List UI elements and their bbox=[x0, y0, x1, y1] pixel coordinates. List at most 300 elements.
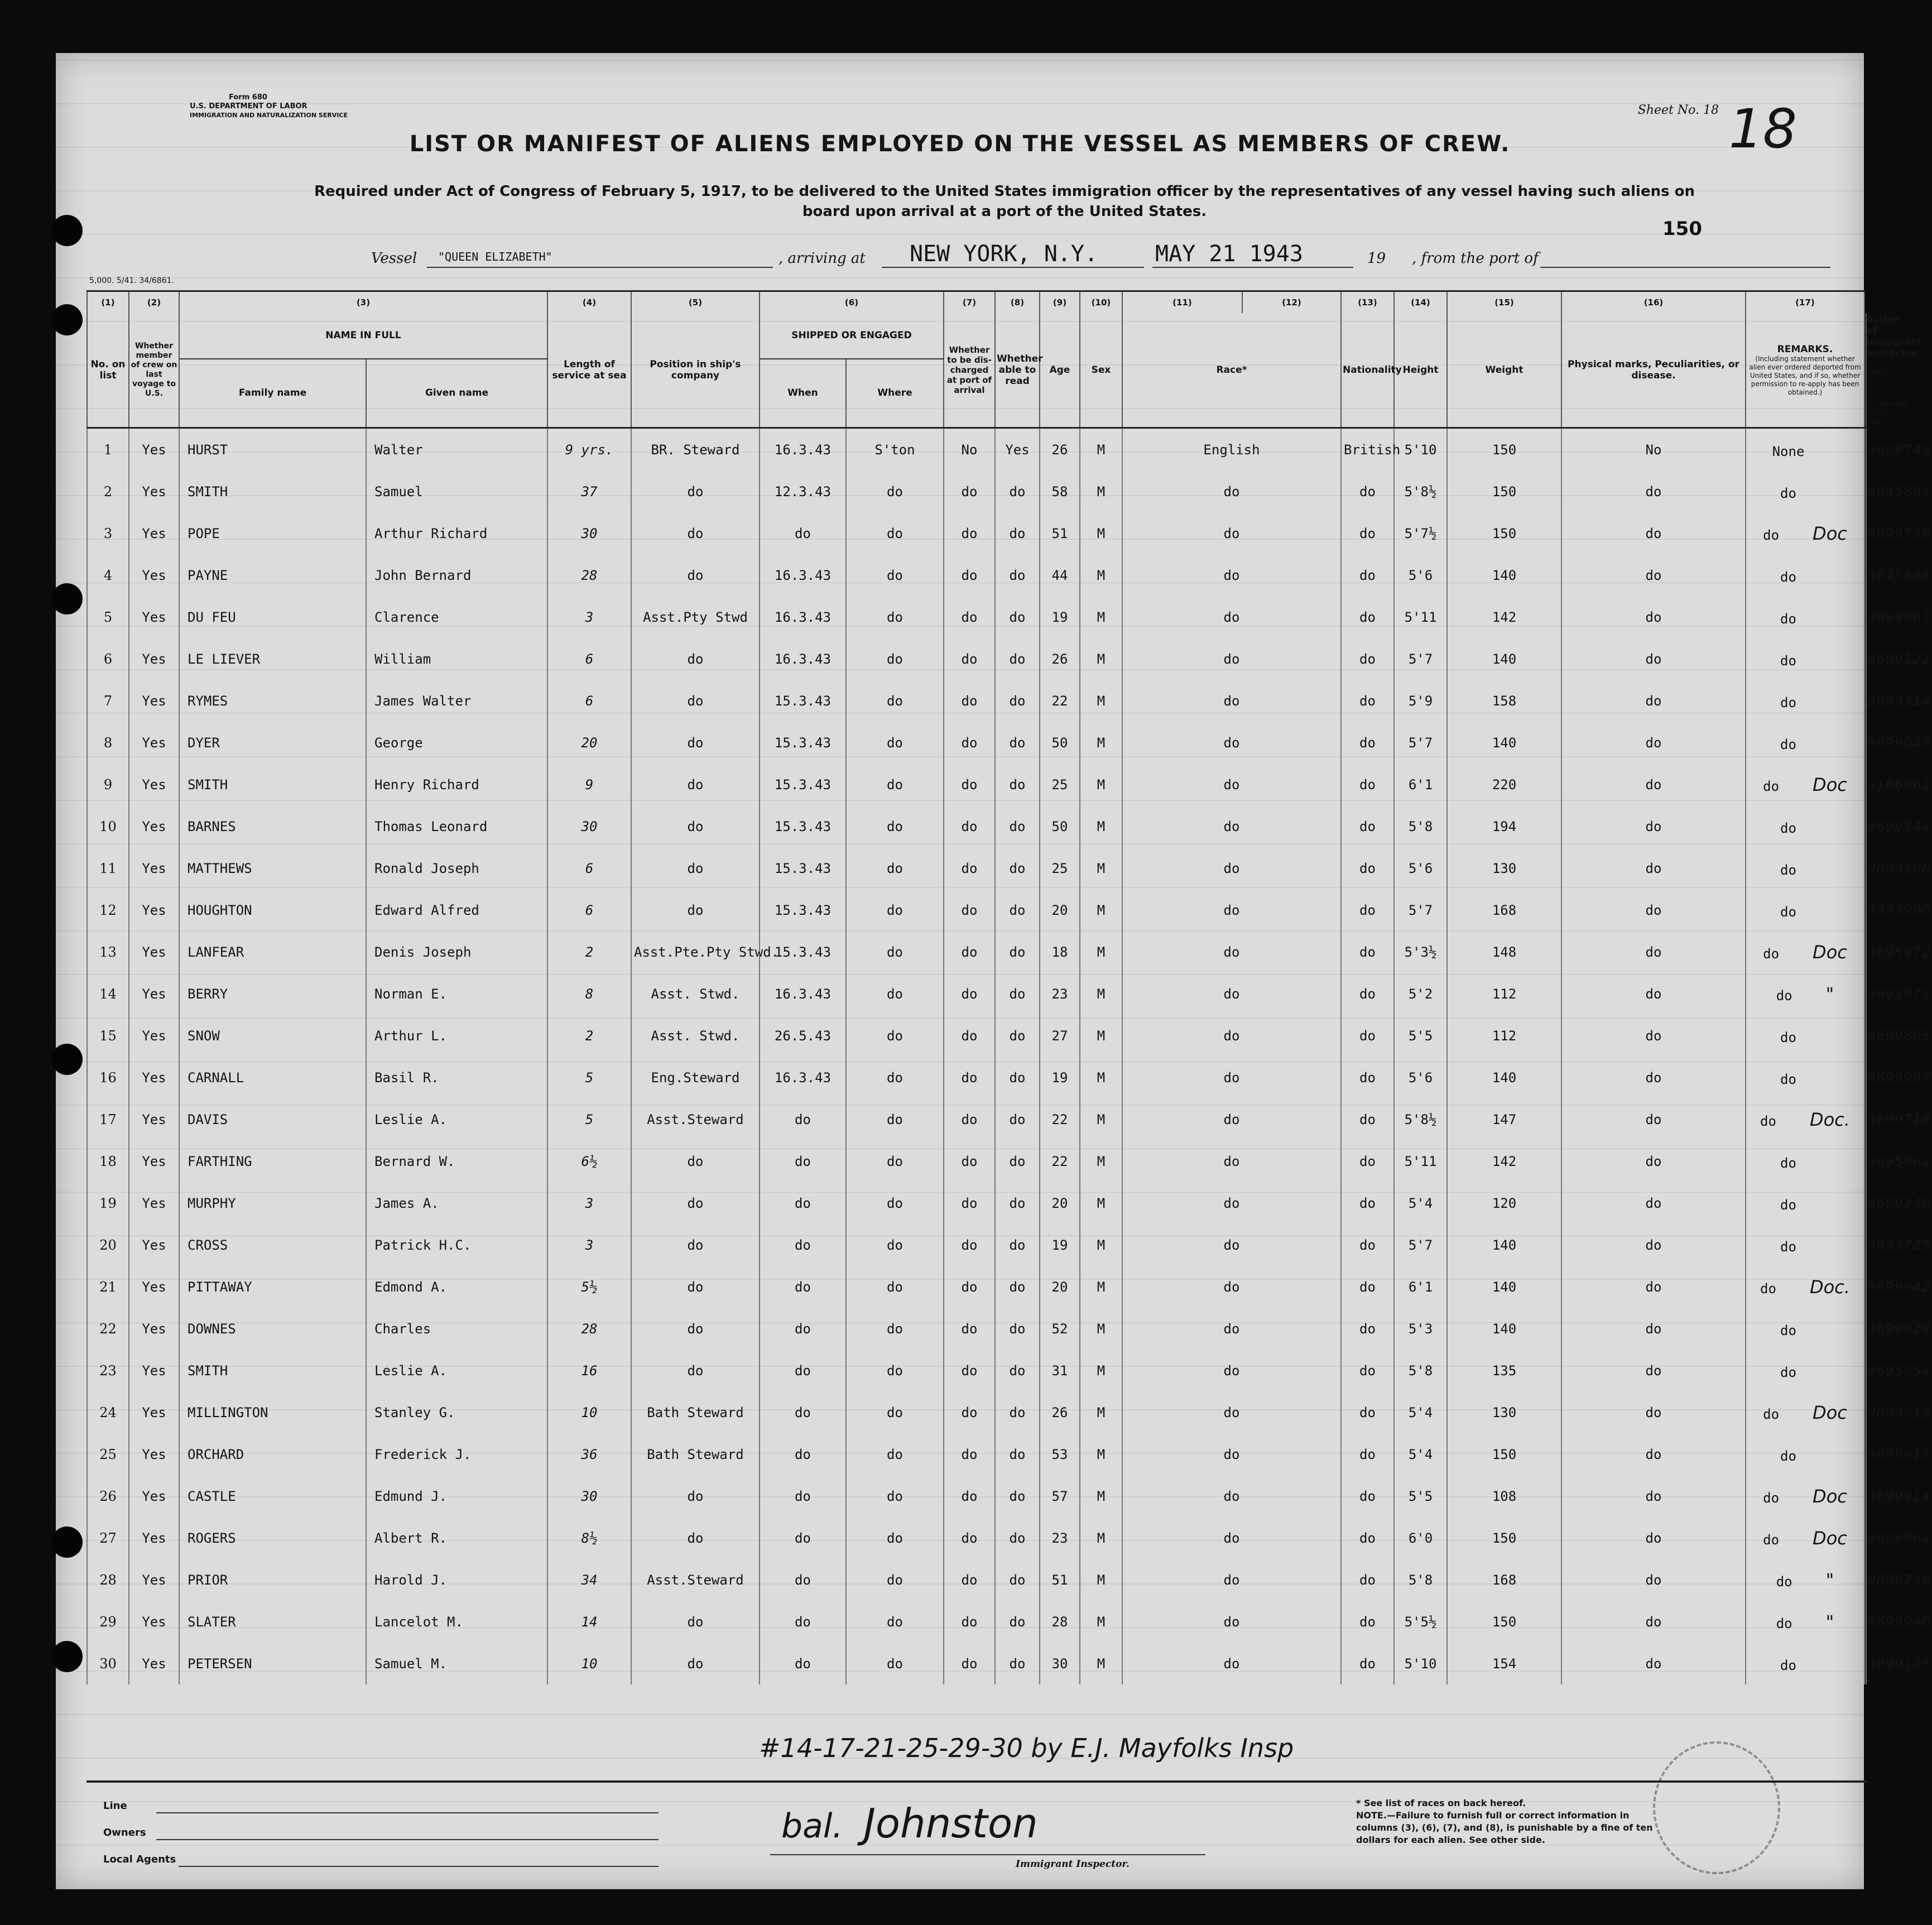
cell-race: do bbox=[1122, 596, 1341, 638]
cell-sex: M bbox=[1080, 638, 1122, 680]
cell-family-name: ROGERS bbox=[179, 1517, 366, 1559]
cell-position: do bbox=[631, 1266, 760, 1308]
cell-shipped-where: do bbox=[846, 1559, 944, 1601]
remarks-text: do bbox=[1780, 485, 1796, 501]
cell-physical-marks: do bbox=[1561, 1517, 1746, 1559]
cell-length-service: 28 bbox=[547, 1308, 631, 1350]
cell-sex: M bbox=[1080, 1559, 1122, 1601]
doc-annotation: Doc bbox=[1813, 522, 1847, 544]
cell-able-to-read: do bbox=[995, 931, 1040, 973]
cell-age: 51 bbox=[1040, 1559, 1080, 1601]
cell-shipped-where: do bbox=[846, 1182, 944, 1224]
cell-discharged: do bbox=[944, 1266, 995, 1308]
cell-race: do bbox=[1122, 1266, 1341, 1308]
col-number: (9) bbox=[1040, 291, 1080, 314]
cell-member: Yes bbox=[129, 1559, 179, 1601]
col-discharged: Whether to be dis-charged at port of arrival bbox=[944, 313, 995, 428]
binder-hole bbox=[51, 215, 83, 246]
cell-family-name: HURST bbox=[179, 428, 366, 471]
cell-length-service: 8½ bbox=[547, 1517, 631, 1559]
cell-sex: M bbox=[1080, 596, 1122, 638]
col-number: (10) bbox=[1080, 291, 1122, 314]
cell-physical-marks: do bbox=[1561, 722, 1746, 764]
cell-given-name: George bbox=[366, 722, 547, 764]
cell-given-name: William bbox=[366, 638, 547, 680]
cell-weight: 150 bbox=[1447, 471, 1561, 512]
cell-shipped-where: do bbox=[846, 722, 944, 764]
cell-nationality: do bbox=[1341, 805, 1394, 847]
cell-nationality: do bbox=[1341, 1601, 1394, 1643]
local-agents-label: Local Agents bbox=[103, 1854, 176, 1865]
cell-length-service: 3 bbox=[547, 1182, 631, 1224]
cell-given-name: Albert R. bbox=[366, 1517, 547, 1559]
cell-remarks bbox=[1746, 764, 1864, 805]
races-note: * See list of races on back hereof. bbox=[1356, 1798, 1526, 1808]
cell-race: do bbox=[1122, 931, 1341, 973]
cell-shipped-where: do bbox=[846, 1140, 944, 1182]
binder-hole bbox=[51, 583, 83, 615]
cell-able-to-read: do bbox=[995, 722, 1040, 764]
cell-age: 26 bbox=[1040, 428, 1080, 471]
footer-notes bbox=[1356, 1797, 1669, 1846]
cell-weight: 150 bbox=[1447, 1517, 1561, 1559]
cell-physical-marks: do bbox=[1561, 847, 1746, 889]
cell-weight: 150 bbox=[1447, 428, 1561, 471]
sheet-number-handwritten: 18 bbox=[1728, 98, 1797, 160]
cell-age: 23 bbox=[1040, 973, 1080, 1015]
table-row bbox=[87, 554, 1866, 596]
cell-line-number: 21 bbox=[87, 1266, 129, 1308]
cell-discharged: do bbox=[944, 1308, 995, 1350]
cell-line-number: 12 bbox=[87, 889, 129, 931]
sheet-no-text: Sheet No. bbox=[1637, 103, 1699, 117]
cell-length-service: 36 bbox=[547, 1433, 631, 1475]
cell-able-to-read: do bbox=[995, 1015, 1040, 1057]
cell-position: do bbox=[631, 889, 760, 931]
remarks-text: do bbox=[1780, 1238, 1796, 1255]
remarks-text: do bbox=[1760, 1280, 1776, 1297]
cell-given-name: Edmond A. bbox=[366, 1266, 547, 1308]
cell-discharged: do bbox=[944, 1182, 995, 1224]
cell-shipped-when: 12.3.43 bbox=[760, 471, 846, 512]
cell-race: do bbox=[1122, 1224, 1341, 1266]
cell-shipped-where: do bbox=[846, 931, 944, 973]
cell-weight: 150 bbox=[1447, 1601, 1561, 1643]
cell-member: Yes bbox=[129, 847, 179, 889]
cell-position: do bbox=[631, 764, 760, 805]
cell-physical-marks: do bbox=[1561, 805, 1746, 847]
cell-nationality: do bbox=[1341, 1182, 1394, 1224]
owners-rule bbox=[156, 1838, 659, 1840]
cell-height: 5'6 bbox=[1394, 1057, 1447, 1098]
cell-member: Yes bbox=[129, 722, 179, 764]
cell-shipped-where: do bbox=[846, 973, 944, 1015]
cell-family-name: PAYNE bbox=[179, 554, 366, 596]
cell-physical-marks: do bbox=[1561, 1224, 1746, 1266]
cell-shipped-when: 15.3.43 bbox=[760, 722, 846, 764]
official-seal-stamp bbox=[1653, 1741, 1780, 1874]
col-race: Race* bbox=[1122, 313, 1341, 428]
cell-position: Bath Steward bbox=[631, 1391, 760, 1433]
cell-remarks bbox=[1746, 680, 1864, 722]
cell-weight: 140 bbox=[1447, 1308, 1561, 1350]
remarks-text: do bbox=[1780, 694, 1796, 711]
cell-able-to-read: do bbox=[995, 1559, 1040, 1601]
cell-shipped-where: do bbox=[846, 764, 944, 805]
cell-position: do bbox=[631, 638, 760, 680]
cell-position: Asst. Stwd. bbox=[631, 1015, 760, 1057]
col-able-to-read: Whether able to read bbox=[995, 313, 1040, 428]
cell-age: 23 bbox=[1040, 1517, 1080, 1559]
cell-position: do bbox=[631, 805, 760, 847]
cell-given-name: Leslie A. bbox=[366, 1098, 547, 1140]
table-row bbox=[87, 1475, 1866, 1517]
cell-nationality: do bbox=[1341, 638, 1394, 680]
cell-nationality: do bbox=[1341, 1140, 1394, 1182]
cell-height: 5'5 bbox=[1394, 1015, 1447, 1057]
cell-able-to-read: do bbox=[995, 1475, 1040, 1517]
remarks-text: do bbox=[1780, 1197, 1796, 1213]
col-name-in-full: NAME IN FULL bbox=[179, 313, 547, 359]
cell-length-service: 6 bbox=[547, 680, 631, 722]
cell-inspector-action: 9653725 bbox=[1864, 1224, 1866, 1266]
inspector-caption: Immigrant Inspector. bbox=[1016, 1859, 1130, 1870]
cell-inspector-action: 9699964 bbox=[1864, 1517, 1866, 1559]
cell-inspector-action: 9699914 bbox=[1864, 1475, 1866, 1517]
cell-inspector-action: 9699928 bbox=[1864, 1308, 1866, 1350]
remarks-note: (Including statement whether alien ever ordered deported from United States, and if so, whether permission to re-apply has been obtained.) bbox=[1749, 354, 1861, 396]
cell-able-to-read: do bbox=[995, 1391, 1040, 1433]
cell-height: 5'3 bbox=[1394, 1308, 1447, 1350]
cell-shipped-when: 15.3.43 bbox=[760, 805, 846, 847]
cell-nationality: do bbox=[1341, 973, 1394, 1015]
cell-member: Yes bbox=[129, 1350, 179, 1391]
owners-label: Owners bbox=[103, 1827, 146, 1838]
cell-remarks bbox=[1746, 1559, 1864, 1601]
col-number: (4) bbox=[547, 291, 631, 314]
cell-inspector-action: 9695972 bbox=[1864, 931, 1866, 973]
col-sex: Sex bbox=[1080, 313, 1122, 428]
cell-position: do bbox=[631, 1350, 760, 1391]
col-length-service: Length of service at sea bbox=[547, 313, 631, 428]
cell-position: do bbox=[631, 1308, 760, 1350]
cell-discharged: do bbox=[944, 1475, 995, 1517]
cell-age: 50 bbox=[1040, 805, 1080, 847]
doc-annotation: " bbox=[1825, 1611, 1834, 1633]
binder-hole bbox=[51, 1641, 83, 1672]
cell-discharged: do bbox=[944, 1015, 995, 1057]
cell-height: 6'1 bbox=[1394, 764, 1447, 805]
cell-height: 5'3½ bbox=[1394, 931, 1447, 973]
col-age: Age bbox=[1040, 313, 1080, 428]
col-number: (13) bbox=[1341, 291, 1394, 314]
col-number: (7) bbox=[944, 291, 995, 314]
cell-nationality: do bbox=[1341, 1308, 1394, 1350]
cell-physical-marks: do bbox=[1561, 1098, 1746, 1140]
cell-age: 51 bbox=[1040, 512, 1080, 554]
cell-nationality: do bbox=[1341, 1224, 1394, 1266]
cell-shipped-when: do bbox=[760, 1433, 846, 1475]
remarks-text: do bbox=[1776, 1615, 1792, 1631]
cell-age: 50 bbox=[1040, 722, 1080, 764]
cell-discharged: do bbox=[944, 471, 995, 512]
cell-physical-marks: do bbox=[1561, 1057, 1746, 1098]
cell-able-to-read: do bbox=[995, 1140, 1040, 1182]
cell-member: Yes bbox=[129, 764, 179, 805]
cell-physical-marks: No bbox=[1561, 428, 1746, 471]
cell-member: Yes bbox=[129, 1224, 179, 1266]
cell-position: do bbox=[631, 1643, 760, 1684]
cell-height: 5'5½ bbox=[1394, 1601, 1447, 1643]
table-row bbox=[87, 805, 1866, 847]
cell-discharged: do bbox=[944, 1559, 995, 1601]
cell-nationality: do bbox=[1341, 680, 1394, 722]
cell-member: Yes bbox=[129, 512, 179, 554]
remarks-text: do bbox=[1780, 1071, 1796, 1087]
cell-physical-marks: do bbox=[1561, 680, 1746, 722]
cell-physical-marks: do bbox=[1561, 889, 1746, 931]
binder-hole bbox=[51, 1044, 83, 1075]
cell-position: BR. Steward bbox=[631, 428, 760, 471]
cell-position: do bbox=[631, 1182, 760, 1224]
cell-family-name: SMITH bbox=[179, 1350, 366, 1391]
cell-given-name: Stanley G. bbox=[366, 1391, 547, 1433]
cell-nationality: do bbox=[1341, 931, 1394, 973]
cell-line-number: 4 bbox=[87, 554, 129, 596]
cell-age: 20 bbox=[1040, 1266, 1080, 1308]
cell-sex: M bbox=[1080, 931, 1122, 973]
cell-able-to-read: do bbox=[995, 1224, 1040, 1266]
cell-weight: 148 bbox=[1447, 931, 1561, 973]
cell-able-to-read: do bbox=[995, 1643, 1040, 1684]
cell-remarks bbox=[1746, 847, 1864, 889]
cell-remarks bbox=[1746, 638, 1864, 680]
cell-inspector-action: 9166861 bbox=[1864, 764, 1866, 805]
cell-given-name: Ronald Joseph bbox=[366, 847, 547, 889]
cell-line-number: 23 bbox=[87, 1350, 129, 1391]
cell-inspector-action: 9699736 bbox=[1864, 512, 1866, 554]
cell-remarks bbox=[1746, 722, 1864, 764]
cell-line-number: 20 bbox=[87, 1224, 129, 1266]
cell-physical-marks: do bbox=[1561, 1433, 1746, 1475]
table-row bbox=[87, 847, 1866, 889]
doc-annotation: Doc. bbox=[1809, 1276, 1850, 1298]
cell-position: Bath Steward bbox=[631, 1433, 760, 1475]
cell-physical-marks: do bbox=[1561, 1140, 1746, 1182]
signature-prefix: bal. bbox=[781, 1807, 843, 1846]
cell-shipped-where: do bbox=[846, 596, 944, 638]
cell-physical-marks: do bbox=[1561, 1475, 1746, 1517]
cell-line-number: 19 bbox=[87, 1182, 129, 1224]
cell-physical-marks: do bbox=[1561, 1601, 1746, 1643]
cell-family-name: MURPHY bbox=[179, 1182, 366, 1224]
cell-sex: M bbox=[1080, 847, 1122, 889]
cell-sex: M bbox=[1080, 1391, 1122, 1433]
cell-shipped-where: do bbox=[846, 1517, 944, 1559]
cell-physical-marks: do bbox=[1561, 1015, 1746, 1057]
cell-length-service: 3 bbox=[547, 596, 631, 638]
cell-inspector-action: 9695954 bbox=[1864, 1350, 1866, 1391]
table-row bbox=[87, 722, 1866, 764]
cell-length-service: 2 bbox=[547, 931, 631, 973]
cell-line-number: 14 bbox=[87, 973, 129, 1015]
cell-family-name: MATTHEWS bbox=[179, 847, 366, 889]
cell-line-number: 9 bbox=[87, 764, 129, 805]
cell-sex: M bbox=[1080, 1475, 1122, 1517]
cell-age: 19 bbox=[1040, 1224, 1080, 1266]
cell-given-name: Arthur Richard bbox=[366, 512, 547, 554]
cell-family-name: CASTLE bbox=[179, 1475, 366, 1517]
cell-race: do bbox=[1122, 1391, 1341, 1433]
cell-sex: M bbox=[1080, 471, 1122, 512]
cell-inspector-action: 9699942 bbox=[1864, 1266, 1866, 1308]
cell-weight: 108 bbox=[1447, 1475, 1561, 1517]
col-action: Action of Immigrant Inspector. (This column for use of Government officials only) bbox=[1864, 313, 1866, 428]
cell-nationality: do bbox=[1341, 1098, 1394, 1140]
cell-family-name: BERRY bbox=[179, 973, 366, 1015]
cell-member: Yes bbox=[129, 1266, 179, 1308]
cell-physical-marks: do bbox=[1561, 1643, 1746, 1684]
binder-hole bbox=[51, 1526, 83, 1558]
cell-shipped-where: do bbox=[846, 471, 944, 512]
sheet-number-label bbox=[1638, 103, 1719, 117]
cell-given-name: Harold J. bbox=[366, 1559, 547, 1601]
cell-able-to-read: do bbox=[995, 1057, 1040, 1098]
vessel-line bbox=[173, 241, 1791, 273]
remarks-text: do bbox=[1780, 1322, 1796, 1338]
cell-nationality: do bbox=[1341, 596, 1394, 638]
cell-nationality: British bbox=[1341, 428, 1394, 471]
cell-shipped-when: 16.3.43 bbox=[760, 554, 846, 596]
cell-shipped-where: do bbox=[846, 889, 944, 931]
remarks-text: do bbox=[1780, 1448, 1796, 1464]
cell-shipped-where: do bbox=[846, 1643, 944, 1684]
cell-position: do bbox=[631, 847, 760, 889]
cell-sex: M bbox=[1080, 512, 1122, 554]
cell-given-name: Arthur L. bbox=[366, 1015, 547, 1057]
cell-length-service: 5½ bbox=[547, 1266, 631, 1308]
cell-discharged: do bbox=[944, 1057, 995, 1098]
cell-inspector-action: 9699108 bbox=[1864, 847, 1866, 889]
cell-inspector-action: 9699048 bbox=[1864, 722, 1866, 764]
cell-nationality: do bbox=[1341, 554, 1394, 596]
cell-height: 5'7 bbox=[1394, 889, 1447, 931]
cell-inspector-action: 9699314 bbox=[1864, 680, 1866, 722]
cell-discharged: do bbox=[944, 1140, 995, 1182]
cell-line-number: 13 bbox=[87, 931, 129, 973]
cell-shipped-when: do bbox=[760, 512, 846, 554]
cell-sex: M bbox=[1080, 1015, 1122, 1057]
cell-race: do bbox=[1122, 1601, 1341, 1643]
cell-weight: 140 bbox=[1447, 1057, 1561, 1098]
table-row bbox=[87, 1015, 1866, 1057]
cell-race: do bbox=[1122, 973, 1341, 1015]
cell-inspector-action: 9645886 bbox=[1864, 554, 1866, 596]
cell-physical-marks: do bbox=[1561, 764, 1746, 805]
remarks-text: do bbox=[1780, 611, 1796, 627]
cell-sex: M bbox=[1080, 1057, 1122, 1098]
cell-age: 30 bbox=[1040, 1643, 1080, 1684]
print-code: 5,000. 5/41. 34/6861. bbox=[89, 276, 174, 285]
cell-given-name: Denis Joseph bbox=[366, 931, 547, 973]
crew-rows bbox=[87, 428, 1931, 1685]
cell-sex: M bbox=[1080, 1601, 1122, 1643]
cell-remarks bbox=[1746, 554, 1864, 596]
cell-position: do bbox=[631, 1601, 760, 1643]
cell-race: do bbox=[1122, 889, 1341, 931]
col-position: Position in ship's company bbox=[631, 313, 760, 428]
cell-remarks bbox=[1746, 1140, 1864, 1182]
cell-race: do bbox=[1122, 1140, 1341, 1182]
cell-inspector-action: 9699135 bbox=[1864, 1643, 1866, 1684]
cell-member: Yes bbox=[129, 554, 179, 596]
cell-position: Asst.Steward bbox=[631, 1098, 760, 1140]
cell-given-name: Edmund J. bbox=[366, 1475, 547, 1517]
table-row bbox=[87, 638, 1866, 680]
cell-nationality: do bbox=[1341, 722, 1394, 764]
cell-shipped-where: do bbox=[846, 1601, 944, 1643]
cell-sex: M bbox=[1080, 722, 1122, 764]
cell-remarks bbox=[1746, 1601, 1864, 1643]
cell-remarks bbox=[1746, 1015, 1864, 1057]
department-name: U.S. DEPARTMENT OF LABOR bbox=[190, 102, 307, 111]
col-number: (2) bbox=[129, 291, 179, 314]
cell-height: 5'11 bbox=[1394, 1140, 1447, 1182]
cell-position: do bbox=[631, 722, 760, 764]
cell-family-name: ORCHARD bbox=[179, 1433, 366, 1475]
cell-physical-marks: do bbox=[1561, 931, 1746, 973]
cell-race: do bbox=[1122, 1517, 1341, 1559]
cell-family-name: DU FEU bbox=[179, 596, 366, 638]
cell-shipped-when: 15.3.43 bbox=[760, 680, 846, 722]
cell-position: do bbox=[631, 1224, 760, 1266]
cell-weight: 147 bbox=[1447, 1098, 1561, 1140]
manifest-title: LIST OR MANIFEST OF ALIENS EMPLOYED ON THE VESSEL AS MEMBERS OF CREW. bbox=[409, 131, 1511, 157]
cell-weight: 194 bbox=[1447, 805, 1561, 847]
col-number: (17) bbox=[1746, 291, 1864, 314]
col-no-on-list: No. on list bbox=[87, 313, 129, 428]
cell-given-name: Bernard W. bbox=[366, 1140, 547, 1182]
cell-race: do bbox=[1122, 1015, 1341, 1057]
cell-remarks bbox=[1746, 1643, 1864, 1684]
table-row bbox=[87, 764, 1866, 805]
cell-discharged: do bbox=[944, 1350, 995, 1391]
table-row bbox=[87, 1391, 1866, 1433]
col-nationality: Nationality bbox=[1341, 313, 1394, 428]
cell-given-name: James A. bbox=[366, 1182, 547, 1224]
cell-position: do bbox=[631, 554, 760, 596]
cell-remarks bbox=[1746, 1350, 1864, 1391]
col-number: (5) bbox=[631, 291, 760, 314]
cell-race: do bbox=[1122, 1182, 1341, 1224]
cell-length-service: 30 bbox=[547, 805, 631, 847]
cell-member: Yes bbox=[129, 428, 179, 471]
table-bottom-rule bbox=[86, 1780, 1867, 1783]
cell-discharged: do bbox=[944, 680, 995, 722]
cell-age: 18 bbox=[1040, 931, 1080, 973]
cell-sex: M bbox=[1080, 1182, 1122, 1224]
table-row bbox=[87, 512, 1866, 554]
cell-remarks bbox=[1746, 1266, 1864, 1308]
cell-family-name: DYER bbox=[179, 722, 366, 764]
cell-line-number: 3 bbox=[87, 512, 129, 554]
cell-weight: 158 bbox=[1447, 680, 1561, 722]
col-number: (15) bbox=[1447, 291, 1561, 314]
cell-line-number: 5 bbox=[87, 596, 129, 638]
cell-age: 19 bbox=[1040, 596, 1080, 638]
cell-shipped-where: do bbox=[846, 680, 944, 722]
col-height: Height bbox=[1394, 313, 1447, 428]
